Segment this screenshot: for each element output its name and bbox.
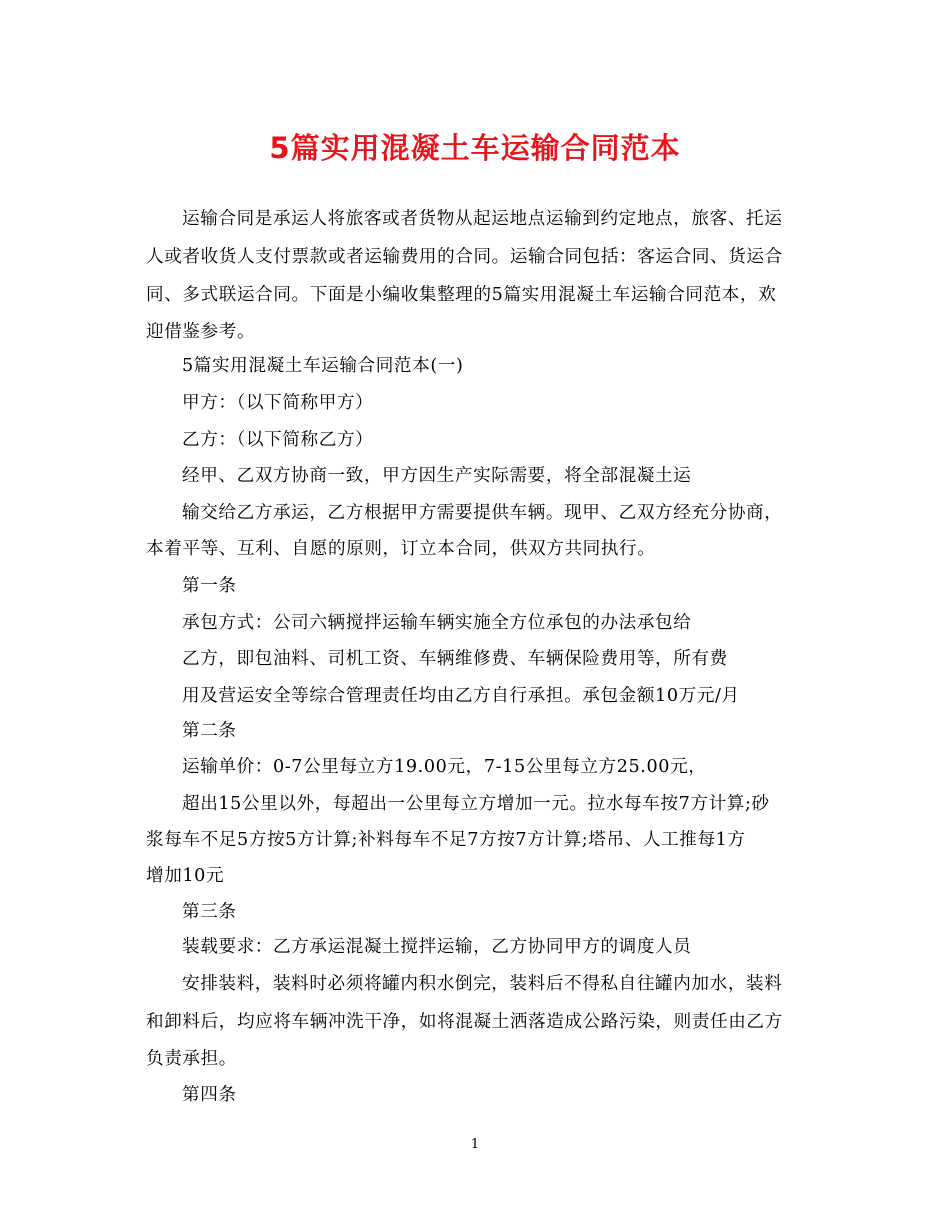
article-heading: 第三条 [182, 902, 237, 922]
party-b-line: 乙方：（以下简称乙方） [182, 430, 374, 450]
paragraph-line: 同、多式联运合同。下面是小编收集整理的5篇实用混凝土车运输合同范本，欢 [146, 285, 777, 305]
paragraph-line: 人或者收货人支付票款或者运输费用的合同。运输合同包括：客运合同、货运合 [146, 247, 783, 267]
paragraph-line: 增加10元 [146, 866, 225, 886]
paragraph-line: 浆每车不足5方按5方计算;补料每车不足7方按7方计算;塔吊、人工推每1方 [146, 830, 746, 850]
document-title: 5篇实用混凝土车运输合同范本 [269, 131, 681, 165]
paragraph-line: 负责承担。 [146, 1049, 237, 1069]
paragraph-line: 用及营运安全等综合管理责任均由乙方自行承担。承包金额10万元/月 [182, 686, 740, 706]
article-heading: 第四条 [182, 1085, 237, 1105]
paragraph-line: 乙方，即包油料、司机工资、车辆维修费、车辆保险费用等，所有费 [182, 649, 728, 669]
article-heading: 第二条 [182, 721, 237, 741]
paragraph-line: 安排装料，装料时必须将罐内积水倒完，装料后不得私自往罐内加水，装料 [182, 974, 783, 994]
paragraph-line: 运输单价：0-7公里每立方19.00元，7-15公里每立方25.00元， [182, 757, 707, 777]
section-heading: 5篇实用混凝土车运输合同范本(一) [182, 356, 464, 376]
party-a-line: 甲方：（以下简称甲方） [182, 393, 374, 413]
article-heading: 第一条 [182, 576, 237, 596]
paragraph-line: 经甲、乙双方协商一致，甲方因生产实际需要，将全部混凝土运 [182, 466, 692, 486]
paragraph-line: 超出15公里以外，每超出一公里每立方增加一元。拉水每车按7方计算;砂 [182, 794, 770, 814]
page-number: 1 [470, 1137, 480, 1152]
paragraph-line: 装载要求：乙方承运混凝土搅拌运输，乙方协同甲方的调度人员 [182, 937, 692, 957]
paragraph-line: 承包方式：公司六辆搅拌运输车辆实施全方位承包的办法承包给 [182, 613, 692, 633]
paragraph-line: 和卸料后，均应将车辆冲洗干净，如将混凝土洒落造成公路污染，则责任由乙方 [146, 1012, 783, 1032]
paragraph-line: 输交给乙方承运，乙方根据甲方需要提供车辆。现甲、乙双方经充分协商， [182, 503, 783, 523]
paragraph-line: 迎借鉴参考。 [146, 322, 256, 342]
paragraph-line: 本着平等、互利、自愿的原则，订立本合同，供双方共同执行。 [146, 539, 656, 559]
paragraph-line: 运输合同是承运人将旅客或者货物从起运地点运输到约定地点，旅客、托运 [182, 209, 783, 229]
